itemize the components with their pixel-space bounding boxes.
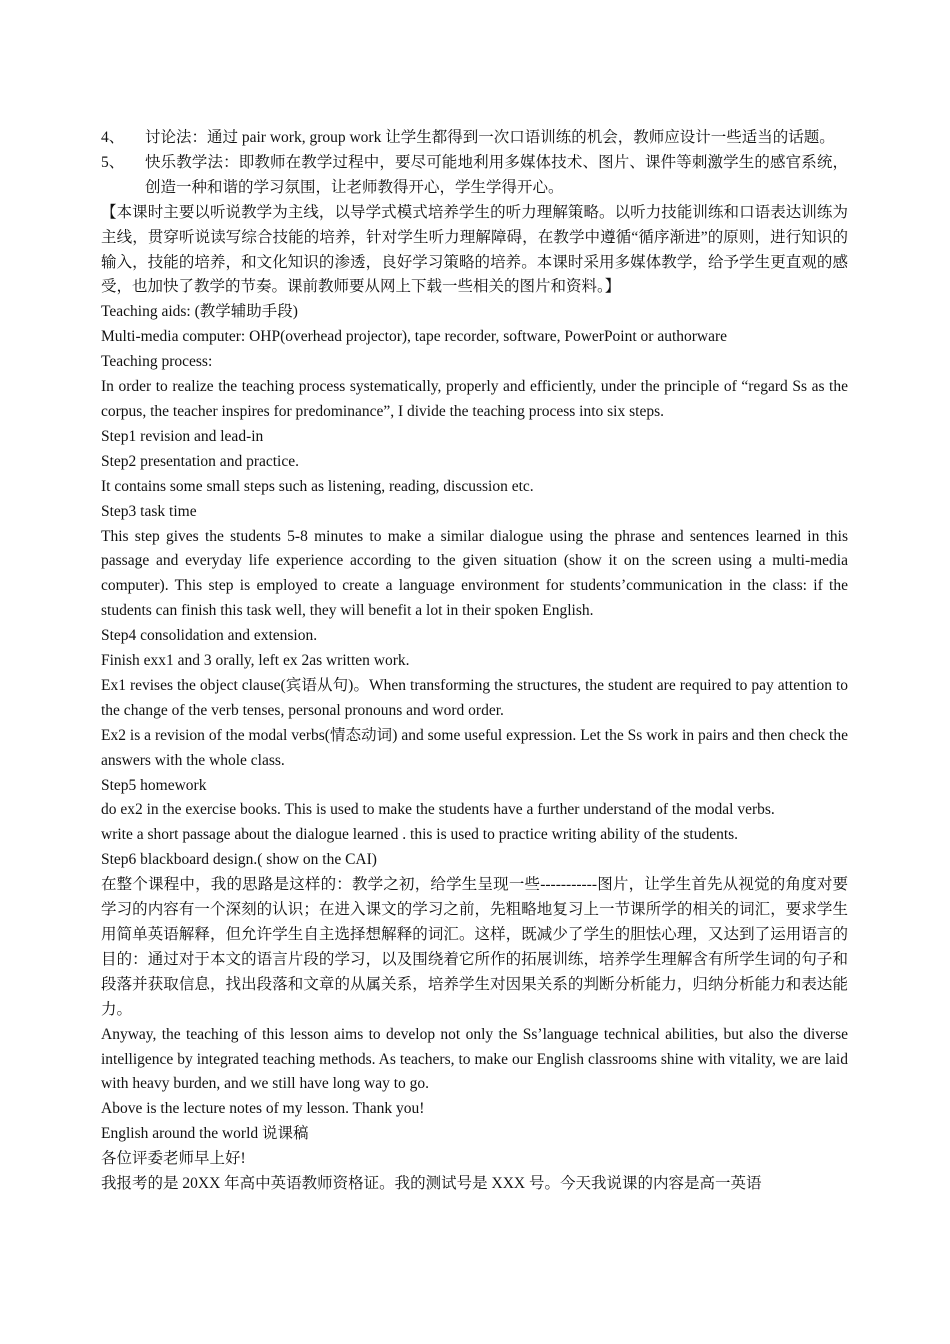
list-number: 5、: [101, 153, 125, 171]
step3-heading: Step3 task time: [101, 502, 197, 520]
course-approach-paragraph: 在整个课程中，我的思路是这样的：教学之初，给学生呈现一些-----------图片，让学生首先从视觉的角度对要学习的内容有一个深刻的认识；在进入课文的学习之前，先粗略地复习上一节课所学的相关的词汇，要求学生用简单英语解释，但允许学生自主选择想解释的词汇。这样，既减少了学生的胆怯心理，又达到了运用语言的目的：通过对于本文的语言片段的学习，以及围绕着它所作的拓展训练，培养学生理解含有所学生词的句子和段落并获取信息，找出段落和文章的从属关系，培养学生对因果关系的判断分析能力，归纳分析能力和表达能力。: [101, 876, 848, 1018]
homework-item-2: write a short passage about the dialogue learned . this is used to practice writing ability of the students.: [101, 826, 739, 844]
next-document-title: English around the world 说课稿: [101, 1125, 309, 1143]
ex1-description: Ex1 revises the object clause(宾语从句)。When transforming the structures, the student are required to pay attention to the change of the verb tenses, personal pronouns and word order.: [101, 676, 848, 719]
conclusion-paragraph: Anyway, the teaching of this lesson aims to develop not only the Ss’language technical abilities, but also the diverse intelligence by integrated teaching methods. As teachers, to make our English classrooms shine with vitality, we are laid with heavy burden, and we still have long way to go.: [101, 1025, 848, 1093]
step2-heading: Step2 presentation and practice.: [101, 452, 299, 470]
list-item-text: 讨论法：通过 pair work, group work 让学生都得到一次口语训练的机会，教师应设计一些适当的话题。: [145, 129, 835, 146]
list-item-4: [101, 126, 848, 151]
ex2-description: Ex2 is a revision of the modal verbs(情态动词) and some useful expression. Let the Ss work in pairs and then check the answers with the whole class.: [101, 726, 848, 769]
homework-item-1: do ex2 in the exercise books. This is used to make the students have a further understand of the modal verbs.: [101, 801, 775, 819]
step6-heading: Step6 blackboard design.( show on the CAI): [101, 851, 377, 869]
step4-instructions: Finish exx1 and 3 orally, left ex 2as written work.: [101, 652, 410, 670]
step4-heading: Step4 consolidation and extension.: [101, 627, 318, 645]
introduction-line: 我报考的是 20XX 年高中英语教师资格证。我的测试号是 XXX 号。今天我说课的内容是高一英语: [101, 1175, 762, 1193]
list-item-text: 快乐教学法：即教师在教学过程中，要尽可能地利用多媒体技术、图片、课件等刺激学生的感官系统，创造一种和谐的学习氛围，让老师教得开心，学生学得开心。: [145, 153, 848, 196]
teaching-aids-list: Multi-media computer: OHP(overhead projector), tape recorder, software, PowerPoint or authorware: [101, 328, 728, 346]
list-item-5: [101, 151, 848, 201]
step2-description: It contains some small steps such as listening, reading, discussion etc.: [101, 477, 534, 495]
step3-description: This step gives the students 5-8 minutes to make a similar dialogue using the phrase and sentences learned in this passage and everyday life experience according to the given situation (show it on the screen using a multi-media computer). This step is employed to create a language environment for students’communication in the class: if the students can finish this task well, they will benefit a lot in their spoken English.: [101, 527, 848, 620]
step1-heading: Step1 revision and lead-in: [101, 427, 264, 445]
step5-heading: Step5 homework: [101, 776, 207, 794]
strategy-summary-paragraph: 【本课时主要以听说教学为主线，以导学式模式培养学生的听力理解策略。以听力技能训练和口语表达训练为主线，贯穿听说读写综合技能的培养，针对学生听力理解障碍，在教学中遵循“循序渐进”的原则，进行知识的输入，技能的培养，和文化知识的渗透，良好学习策略的培养。本课时采用多媒体教学，给予学生更直观的感受，也加快了教学的节奏。课前教师要从网上下载一些相关的图片和资料。】: [101, 203, 848, 296]
greeting-line: 各位评委老师早上好!: [101, 1150, 246, 1168]
closing-thanks: Above is the lecture notes of my lesson. Thank you!: [101, 1100, 425, 1118]
list-number: 4、: [101, 129, 125, 146]
teaching-process-heading: Teaching process:: [101, 353, 213, 371]
teaching-process-intro: In order to realize the teaching process systematically, properly and efficiently, under the principle of “regard Ss as the corpus, the teacher inspires for predominance”, I divide the teaching process into six steps.: [101, 378, 848, 420]
teaching-aids-heading: Teaching aids: (教学辅助手段): [101, 303, 298, 321]
